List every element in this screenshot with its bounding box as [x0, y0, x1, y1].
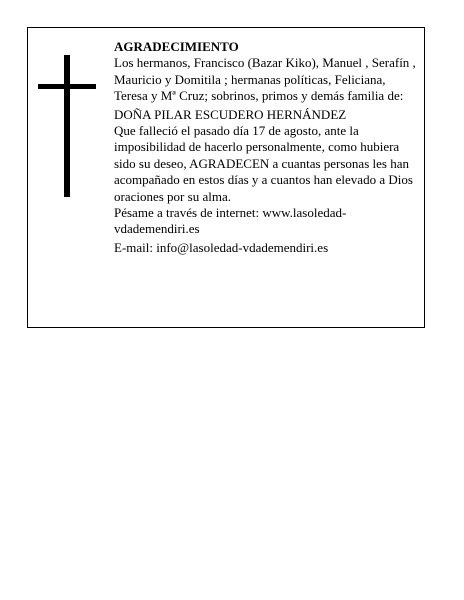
- deceased-name: DOÑA PILAR ESCUDERO HERNÁNDEZ: [114, 106, 347, 122]
- thanks-message: Que falleció el pasado día 17 de agosto, ante la imposibilidad de hacerlo personalmente, como hubiera sido su deseo, AGRADECEN a cuantas personas les han acompañado en estos días y a cuantos han elevado a Dios oraciones por su alma.: [114, 123, 413, 204]
- notice-heading: AGRADECIMIENTO: [114, 39, 239, 54]
- email-line: E-mail: info@lasoledad-vdademendiri.es: [114, 239, 329, 255]
- condolences-line: Pésame a través de internet: www.lasoledad-vdademendiri.es: [114, 205, 347, 237]
- notice-text: [114, 39, 416, 256]
- cross-vertical-bar: [64, 55, 70, 197]
- family-members: Los hermanos, Francisco (Bazar Kiko), Manuel , Serafín , Mauricio y Domitila ; hermanas políticas, Feliciana, Teresa y Mª Cruz; sobrinos, primos y demás familia de:: [114, 55, 416, 104]
- cross-horizontal-bar: [38, 84, 96, 89]
